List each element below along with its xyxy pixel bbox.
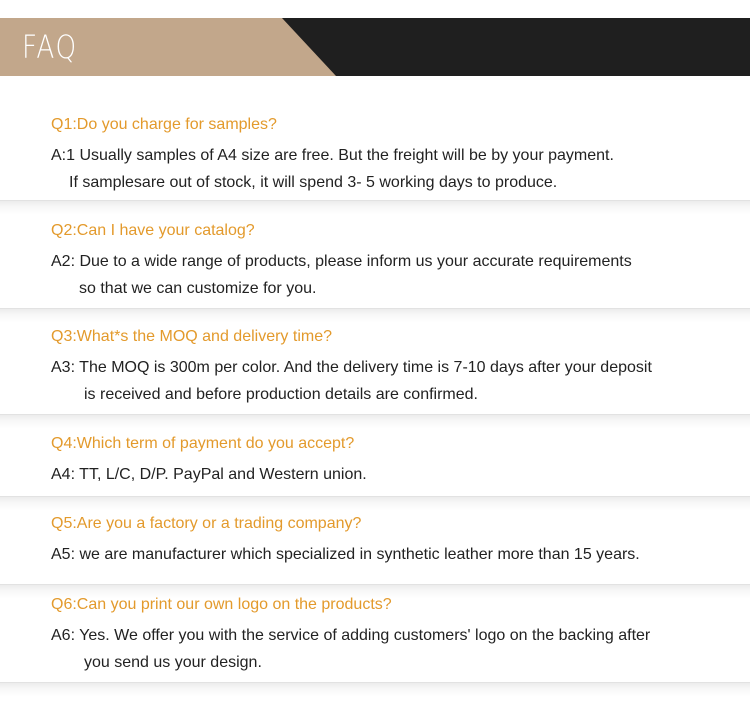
faq-question: Q1:Do you charge for samples? xyxy=(51,116,277,133)
faq-answer-continued: is received and before production details are confirmed. xyxy=(84,386,478,403)
faq-answer-continued: so that we can customize for you. xyxy=(79,280,317,297)
faq-question: Q5:Are you a factory or a trading company? xyxy=(51,515,362,532)
faq-question: Q2:Can I have your catalog? xyxy=(51,222,255,239)
faq-divider xyxy=(0,496,750,511)
faq-answer: A5: we are manufacturer which specialized in synthetic leather more than 15 years. xyxy=(51,546,640,563)
faq-header xyxy=(0,18,750,76)
faq-question: Q4:Which term of payment do you accept? xyxy=(51,435,355,452)
faq-answer: A4: TT, L/C, D/P. PayPal and Western union. xyxy=(51,466,367,483)
faq-answer: A2: Due to a wide range of products, please inform us your accurate requirements xyxy=(51,253,632,270)
faq-question: Q6:Can you print our own logo on the products? xyxy=(51,596,392,613)
faq-answer: A:1 Usually samples of A4 size are free. But the freight will be by your payment. xyxy=(51,147,614,164)
page-title: FAQ xyxy=(22,28,78,66)
faq-divider xyxy=(0,414,750,429)
faq-divider xyxy=(0,200,750,215)
faq-answer: A3: The MOQ is 300m per color. And the delivery time is 7-10 days after your deposit xyxy=(51,359,652,376)
faq-divider xyxy=(0,682,750,697)
faq-question: Q3:What*s the MOQ and delivery time? xyxy=(51,328,332,345)
faq-answer: A6: Yes. We offer you with the service of adding customers' logo on the backing after xyxy=(51,627,651,644)
faq-answer-continued: If samplesare out of stock, it will spend 3- 5 working days to produce. xyxy=(69,174,558,191)
faq-answer-continued: you send us your design. xyxy=(84,654,262,671)
faq-divider xyxy=(0,308,750,323)
